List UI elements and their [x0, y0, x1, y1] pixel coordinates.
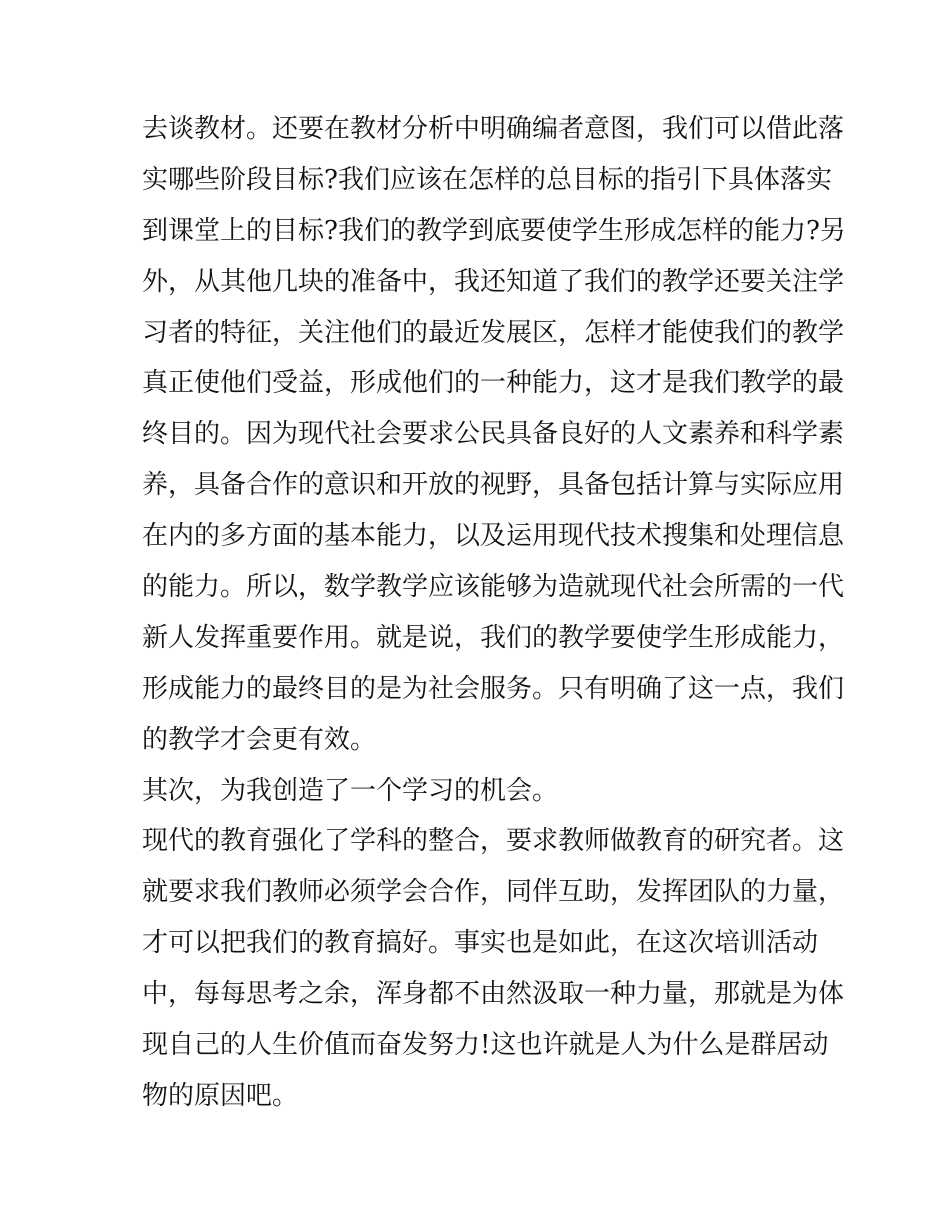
text-line: 实哪些阶段目标?我们应该在怎样的总目标的指引下具体落实 [142, 164, 832, 195]
text-line: 就要求我们教师必须学会合作，同伴互助，发挥团队的力量， [142, 877, 845, 908]
text-line: 习者的特征，关注他们的最近发展区，怎样才能使我们的教学 [142, 317, 845, 348]
text-line: 真正使他们受益，形成他们的一种能力，这才是我们教学的最 [142, 368, 845, 399]
text-line: 养，具备合作的意识和开放的视野，具备包括计算与实际应用 [142, 470, 845, 501]
text-line: 外，从其他几块的准备中，我还知道了我们的教学还要关注学 [142, 266, 845, 297]
text-line: 去谈教材。还要在教材分析中明确编者意图，我们可以借此落 [142, 114, 845, 144]
text-line: 终目的。因为现代社会要求公民具备良好的人文素养和科学素 [142, 419, 845, 450]
text-line: 其次，为我创造了一个学习的机会。 [142, 775, 559, 806]
text-line: 到课堂上的目标?我们的教学到底要使学生形成怎样的能力?另 [142, 215, 846, 246]
text-line: 形成能力的最终目的是为社会服务。只有明确了这一点，我们 [142, 673, 845, 704]
text-line: 的能力。所以，数学教学应该能够为造就现代社会所需的一代 [142, 572, 845, 603]
text-line: 现自己的人生价值而奋发努力!这也许就是人为什么是群居动 [142, 1030, 829, 1061]
text-line: 才可以把我们的教育搞好。事实也是如此，在这次培训活动 [142, 928, 819, 959]
text-line: 中，每每思考之余，浑身都不由然汲取一种力量，那就是为体 [142, 979, 845, 1010]
text-line: 现代的教育强化了学科的整合，要求教师做教育的研究者。这 [142, 826, 845, 857]
text-line: 物的原因吧。 [142, 1080, 299, 1111]
text-line: 新人发挥重要作用。就是说，我们的教学要使学生形成能力， [142, 622, 845, 653]
document-body [142, 104, 846, 1122]
text-line: 的教学才会更有效。 [142, 724, 377, 755]
text-line: 在内的多方面的基本能力，以及运用现代技术搜集和处理信息 [142, 521, 845, 552]
